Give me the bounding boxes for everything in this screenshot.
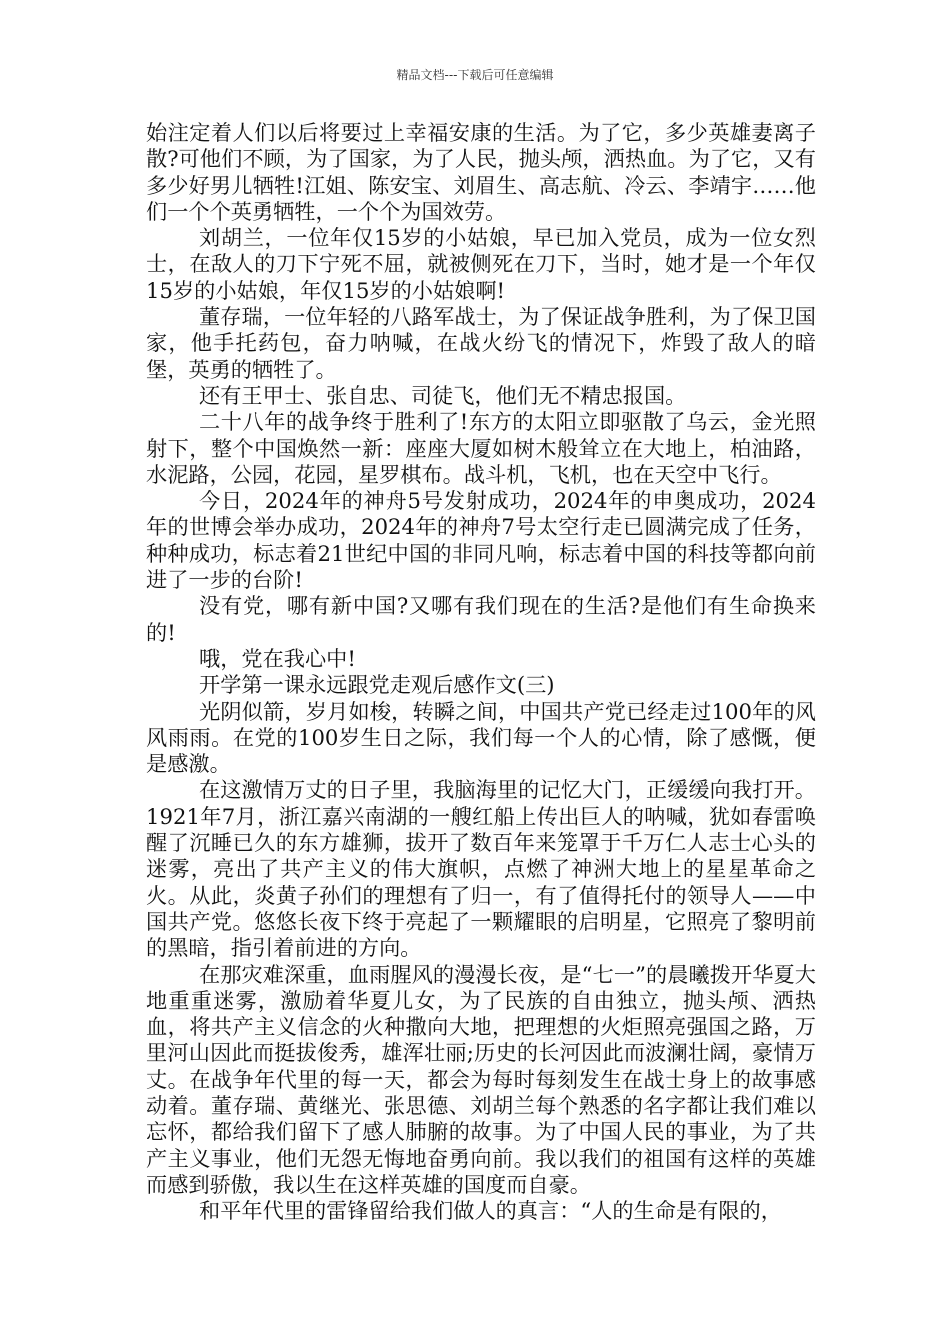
document-body — [146, 120, 816, 1224]
page-header: 精品文档---下载后可任意编辑 — [396, 68, 554, 82]
paragraph: 和平年代里的雷锋留给我们做人的真言：“人的生命是有限的， — [199, 1198, 782, 1224]
paragraph: 还有王甲士、张自忠、司徒飞，他们无不精忠报国。 — [199, 382, 687, 408]
paragraph: 二十八年的战争终于胜利了!东方的太阳立即驱散了乌云，金光照射下，整个中国焕然一新：座座大厦如树木般耸立在大地上，柏油路，水泥路，公园，花园，星罗棋布。战斗机，飞机，也在天空中飞行。 — [146, 409, 816, 487]
paragraph: 始注定着人们以后将要过上幸福安康的生活。为了它，多少英雄妻离子散?可他们不顾，为了国家，为了人民，抛头颅，洒热血。为了它，又有多少好男儿牺牲!江姐、陈安宝、刘眉生、高志航、冷云、李靖宇……他们一个个英勇牺牲，一个个为国效劳。 — [146, 120, 816, 224]
section-heading: 开学第一课永远跟党走观后感作文(三) — [199, 672, 555, 698]
paragraph: 董存瑞，一位年轻的八路军战士，为了保证战争胜利，为了保卫国家，他手托药包，奋力呐喊，在战火纷飞的情况下，炸毁了敌人的暗堡，英勇的牺牲了。 — [146, 304, 816, 382]
paragraph: 在这激情万丈的日子里，我脑海里的记忆大门，正缓缓向我打开。1921年7月，浙江嘉兴南湖的一艘红船上传出巨人的呐喊，犹如春雷唤醒了沉睡已久的东方雄狮，拔开了数百年来笼罩于千万仁人志士心头的迷雾，亮出了共产主义的伟大旗帜，点燃了神洲大地上的星星革命之火。从此，炎黄子孙们的理想有了归一，有了值得托付的领导人——中国共产党。悠悠长夜下终于亮起了一颗耀眼的启明星，它照亮了黎明前的黑暗，指引着前进的方向。 — [146, 777, 816, 961]
paragraph: 哦，党在我心中! — [199, 645, 356, 671]
paragraph: 刘胡兰，一位年仅15岁的小姑娘，早已加入党员，成为一位女烈士，在敌人的刀下宁死不屈，就被侧死在刀下，当时，她才是一个年仅15岁的小姑娘，年仅15岁的小姑娘啊! — [146, 225, 816, 303]
paragraph: 今日，2024年的神舟5号发射成功，2024年的申奥成功，2024年的世博会举办成功，2024年的神舟7号太空行走已圆满完成了任务，种种成功，标志着21世纪中国的非同凡响，标志着中国的科技等都向前进了一步的台阶! — [146, 488, 816, 593]
paragraph: 没有党，哪有新中国?又哪有我们现在的生活?是他们有生命换来的! — [146, 593, 816, 645]
paragraph: 光阴似箭，岁月如梭，转瞬之间，中国共产党已经走过100年的风风雨雨。在党的100岁生日之际，我们每一个人的心情，除了感慨，便是感激。 — [146, 698, 816, 777]
paragraph: 在那灾难深重，血雨腥风的漫漫长夜，是“七一”的晨曦拨开华夏大地重重迷雾，激励着华夏儿女，为了民族的自由独立，抛头颅、洒热血，将共产主义信念的火种撒向大地，把理想的火炬照亮强国之路，万里河山因此而挺拔俊秀，雄浑壮丽;历史的长河因此而波澜壮阔，豪情万丈。在战争年代里的每一天，都会为每时每刻发生在战士身上的故事感动着。董存瑞、黄继光、张思德、刘胡兰每个熟悉的名字都让我们难以忘怀，都给我们留下了感人肺腑的故事。为了中国人民的事业，为了共产主义事业，他们无怨无悔地奋勇向前。我以我们的祖国有这样的英雄而感到骄傲，我以生在这样英雄的国度而自豪。 — [146, 961, 816, 1197]
